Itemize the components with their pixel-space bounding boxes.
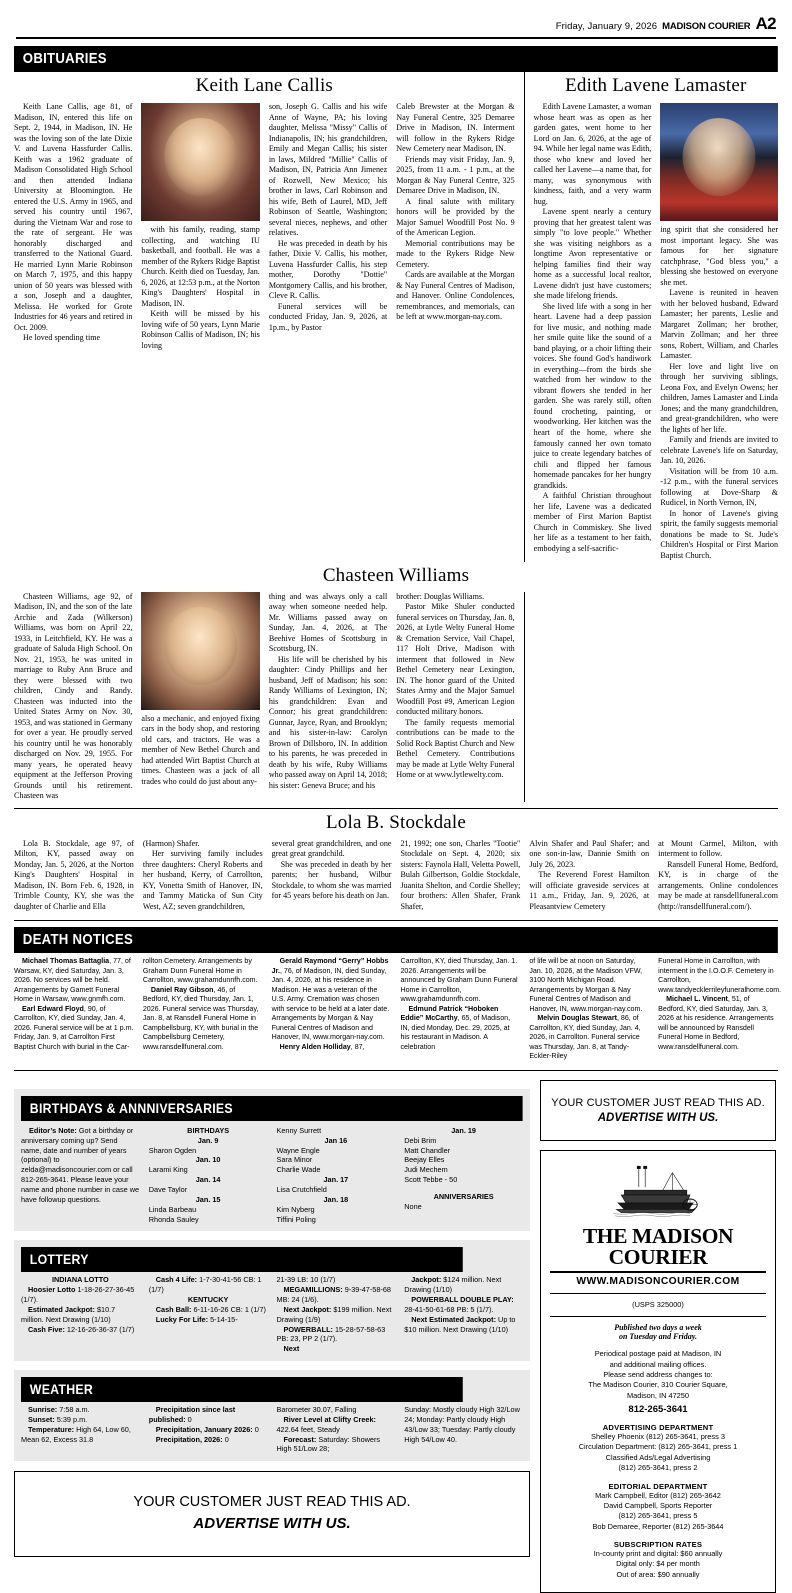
birthday-name: Judi Mechem: [404, 1165, 448, 1175]
death-notice-detail: of life will be at noon on Saturday, Jan. 10, 2026, at the Madison VFW, 3100 North Michigan Road. Arrangements by Morgan & Nay Funeral Centres of Madison and Hanover, IN, www.morgan-nay.com.: [529, 957, 643, 1013]
birthdays-editor-note: [21, 1126, 140, 1224]
obit-paragraph: Funeral services will be conducted Friday, Jan. 9, 2026, at 1p.m., by Pastor: [268, 301, 388, 332]
death-notice-entry: [658, 995, 778, 1052]
column-divider: [524, 592, 525, 802]
weather-entry: [149, 1425, 268, 1435]
obit-paragraph: The Reverend Forest Hamilton will officiate graveside services at 11 a.m., Friday, Jan. 9, 2026, at Pleasantview Cemetery: [529, 870, 650, 911]
lottery-entry: [277, 1344, 396, 1354]
obit-column: [529, 839, 649, 913]
obituary-edith-lavene-lamaster: [534, 72, 778, 562]
obit-paragraph: ing spirit that she considered her most important legacy. She was famous for her signature catchphrase, "God bless you," a blessing she bestowed on everyone she met.: [660, 225, 779, 287]
death-notice-detail: , 90, of Carrollton, KY, died Sunday, Jan. 4, 2026. Funeral service will be at 1 p.m. Friday, Jan. 9, at Carrollton First Baptist Church with burial in the Car-: [14, 1004, 134, 1051]
death-notice-entry: [14, 957, 134, 1005]
death-notice-column: [272, 957, 392, 1062]
obit-paragraph: son, Joseph G. Callis and his wife Anne of Wayne, PA; his loving daughter, Melissa "Missy" Callis of Indianapolis, IN; his grandchildren, Emily and Megan Callis; his sister in laws, Mildred "Millie" Callis of Madison, IN, Patricia Ann Jimenez of Rozwell, New Mexico; his brother in laws, Carl Robinson and his wife, Beth of Laurel, MD, Jeff Robinson of Seattle, Washington; several nieces, nephews, and other relatives.: [268, 102, 388, 238]
weather-entry: [21, 1425, 140, 1445]
obit-paragraph: She was preceded in death by her parents; her husband, Wilbur Stockdale, to whom she was married for 45 years before his death on Jan.: [271, 859, 392, 901]
birthday-name: Charlie Wade: [276, 1165, 321, 1175]
lottery-entry-label: POWERBALL DOUBLE PLAY:: [411, 1295, 514, 1305]
weather-entry-label: River Level at Clifty Creek:: [283, 1414, 376, 1424]
birthday-date: Jan. 17: [323, 1175, 349, 1185]
ad-line-1: YOUR CUSTOMER JUST READ THIS AD.: [133, 1494, 411, 1511]
subscription-line-3: Out of area: $90 annually: [616, 1569, 700, 1579]
lottery-entry: [149, 1295, 268, 1305]
death-notice-name: Gerald Raymond “Gerry” Hobbs Jr.: [271, 957, 389, 975]
editorial-department-heading: EDITORIAL DEPARTMENT: [608, 1481, 708, 1491]
birthday-date: Jan. 19: [451, 1125, 476, 1135]
death-notice-name: Michael L. Vincent: [666, 995, 728, 1004]
obit-paragraph: also a mechanic, and enjoyed fixing cars in the body shop, and restoring old cars, and tractors. He was a member of New Bethel Church and had attended Wirt Baptist Church at times. Chasteen was a jack of all trades who could do just about any-: [141, 713, 260, 786]
birthday-name: Lisa Crutchfield: [276, 1184, 327, 1194]
lottery-entry: [21, 1305, 140, 1325]
lottery-entry-value: 28-41-50-61-68 PB: 5 (1/7).: [404, 1304, 494, 1314]
obit-paragraph: Cards are available at the Morgan & Nay Funeral Centres of Madison, and Hanover. Online Condolences, remembrances, and memorials, can be left at www.morgan-nay.com.: [396, 270, 515, 322]
weather-entry: [277, 1405, 396, 1415]
obit-paragraph: Keith will be missed by his loving wife of 50 years, Lynn Marie Robinson Callis of Madison, IN; his loving: [141, 309, 260, 350]
obit-paragraph: The family requests memorial contributions can be made to the Solid Rock Baptist Church and New Bethel Cemetery. Contributions may be made at Lytle Welty Funeral Home or at www.lytlewelty.com.: [396, 717, 515, 780]
obit-column: [269, 102, 387, 351]
obituary-keith-lane-callis: [14, 72, 515, 562]
lottery-entry-label: Cash Five:: [28, 1324, 65, 1334]
advertising-line-4: (812) 265-3641, press 2: [618, 1463, 698, 1473]
obituary-row-1: [14, 72, 778, 562]
advertising-line-2: Circulation Department: (812) 265-3641, press 1: [578, 1442, 738, 1452]
lottery-entry-value: 1-7-30-41-56 CB: 1 (1/7): [148, 1275, 262, 1295]
obit-paragraph: Memorial contributions may be made to the Rykers Ridge New Cemetery.: [396, 238, 515, 269]
obituary-title: Lola B. Stockdale: [325, 811, 467, 833]
obit-paragraph: He loved spending time: [23, 333, 101, 343]
birthday-name: Tiffini Poling: [276, 1214, 316, 1224]
birthday-date: Jan 16: [324, 1135, 348, 1145]
death-notice-detail: , 86, of Carrollton, KY, died Sunday, Jan. 4, 2026, in Carrollton. Funeral service was Thursday, Jan. 8, at Tandy-Eckler-Riley: [529, 1014, 641, 1061]
weather-entry: [277, 1415, 396, 1435]
weather-entry: [404, 1405, 523, 1444]
birthday-name: Larami King: [148, 1165, 188, 1175]
lottery-column: [277, 1275, 396, 1354]
ad-line-2: ADVERTISE WITH US.: [193, 1515, 351, 1533]
ad-line-2: ADVERTISE WITH US.: [597, 1111, 719, 1124]
lottery-entry-value: 9-39-47-58-68 MB: 24 (1/6).: [276, 1285, 391, 1305]
birthday-name: Sara Minor: [276, 1155, 313, 1165]
postage-line-5: Madison, IN 47250: [626, 1390, 690, 1400]
advertising-line-1: Shelley Phoenix (812) 265-3641, press 3: [591, 1432, 725, 1442]
obituary-lola-b-stockdale: [14, 812, 778, 913]
lottery-entry: [149, 1275, 268, 1295]
obituary-photo: [660, 103, 778, 221]
weather-entry: [277, 1435, 396, 1455]
death-notice-entry: [529, 957, 649, 1014]
weather-entry-value: 0: [222, 1434, 229, 1444]
lottery-column: [21, 1275, 140, 1354]
obit-paragraph: several great grandchildren, and one great great grandchild.: [271, 838, 392, 859]
weather-banner: [21, 1377, 463, 1402]
birthday-name: Dave Taylor: [148, 1184, 188, 1194]
usps-number: (USPS 325000): [632, 1299, 684, 1309]
birthdays-heading: BIRTHDAYS: [187, 1125, 230, 1135]
death-notices-banner-label: DEATH NOTICES: [14, 927, 778, 953]
birthday-name: Sharon Ogden: [148, 1145, 197, 1155]
birthday-date: Jan. 18: [323, 1194, 349, 1204]
lottery-entry-value: 15-28-57-58-63 PB: 23, PP 2 (1/7).: [276, 1324, 386, 1344]
lottery-entry-label: KENTUCKY: [187, 1295, 229, 1305]
birthdays-column-2: [277, 1126, 396, 1224]
lottery-entry: [21, 1285, 140, 1305]
editorial-line-2: David Campbell, Sports Reporter: [603, 1500, 713, 1510]
obit-column: [658, 839, 778, 913]
birthday-date: Jan. 9: [197, 1135, 219, 1145]
weather-entry: [21, 1405, 140, 1415]
lottery-entry-value: Up to $10 million. Next Drawing (1/10): [404, 1314, 516, 1334]
publish-schedule-line-2: on Tuesday and Friday.: [618, 1332, 698, 1342]
obit-column: [396, 102, 514, 351]
obit-column: [272, 839, 392, 913]
lottery-entry-value: $199 million. Next Drawing (1/9): [276, 1304, 392, 1324]
obit-paragraph: Lavene is reunited in heaven with her beloved husband, Edward Lamaster; her parents, Leslie and Margaret Zollman; her brother, Marvin Zollman; and her three sons, Robert, William, and Charles Lamaster.: [660, 288, 779, 361]
postage-line-4: The Madison Courier, 310 Courier Square,: [588, 1380, 728, 1390]
lottery-entry: [277, 1325, 396, 1345]
weather-banner-label: WEATHER: [21, 1377, 463, 1402]
obit-column: [14, 592, 132, 802]
section-rule: [14, 920, 778, 921]
weather-entry-value: Saturday: Showers High 51/Low 28;: [276, 1434, 381, 1454]
lottery-entry: [404, 1315, 523, 1335]
birthdays-column-1: [149, 1126, 268, 1224]
birthdays-banner-label: BIRTHDAYS & ANNNIVERSARIES: [21, 1096, 523, 1121]
death-notice-detail: Carrollton, KY, died Thursday, Jan. 1. 2026. Arrangements will be announced by Graham Dunn Funeral Home in Carrollton, www.grahamdunnfh.com.: [400, 957, 518, 1004]
weather-column: [149, 1405, 268, 1454]
lottery-entry-label: Jackpot:: [411, 1275, 442, 1285]
death-notice-detail: , 65, of Madison, IN, died Monday, Dec. 29, 2025, at his restaurant in Madison. A celebration: [400, 1014, 511, 1051]
weather-entry: [149, 1435, 268, 1445]
birthday-name: Linda Barbeau: [148, 1204, 197, 1214]
page-header: [14, 0, 778, 37]
obit-paragraph: In honor of Lavene's giving spirit, the family suggests memorial donations be made to St. Jude's Children's Hospital or First Marion Baptist Church.: [660, 508, 779, 560]
lottery-entry-label: Lucky For Life:: [155, 1314, 209, 1324]
lottery-banner-label: LOTTERY: [21, 1247, 463, 1272]
birthday-date: Jan. 14: [195, 1175, 221, 1185]
obit-paragraph: Family and friends are invited to celebrate Lavene's life on Saturday, Jan. 10, 2026.: [660, 435, 779, 466]
obituary-title: Keith Lane Callis: [195, 75, 334, 96]
weather-entry-label: Precipitation since last published:: [148, 1405, 236, 1424]
obit-paragraph: His life will be cherished by his daughter: Cindy Phillips and her husband, Jeff of Madison; his son: Randy Williams of Lexington, IN; his grandchildren: Evan and Connor; his great grandchildren: Gunnar, Jayce, Ryan, and Brooklyn; and his sister-in-law: Carolyn Brown of Dillsboro, IN. In addition to his parents, he was preceded in death by his wife, Ruby Williams who passed away on April 14, 2018; his sister: Geneva Bruce; and his: [268, 654, 388, 790]
steamboat-icon: [610, 1163, 706, 1219]
obit-paragraph: Her surviving family includes three daughters: Cheryl Roberts and her husband, Kerry, of Carrollton, KY, Vonetta Smith of Hanover, IN, and Tammy Maticka of Sun City West, AZ; seven grandchildren,: [142, 849, 263, 911]
obit-column: [396, 592, 514, 802]
column-divider: [524, 72, 525, 562]
lottery-entry: [21, 1275, 140, 1285]
lottery-entry: [404, 1295, 523, 1315]
ad-line-1: YOUR CUSTOMER JUST READ THIS AD.: [551, 1096, 765, 1109]
weather-entry-value: 422.64 feet, Steady: [276, 1424, 340, 1434]
weather-entry-value: High 64, Low 60, Mean 62, Excess 31.8: [21, 1424, 131, 1444]
lottery-entry-value: 5-14-15-: [208, 1314, 238, 1324]
death-notice-entry: [272, 1043, 392, 1053]
birthdays-column-3: [404, 1126, 523, 1224]
lottery-entry-label: Hoosier Lotto: [28, 1285, 76, 1295]
death-notice-detail: Funeral Home in Carrollton, with interment in the I.O.O.F. Cemetery in Carrollton, www.tandyecklerrileyfuneralhome.com.: [658, 957, 782, 994]
birthday-name: Beejay Elles: [404, 1155, 445, 1165]
obit-paragraph: brother: Douglas Williams.: [396, 591, 485, 601]
death-notices-banner: [14, 927, 778, 953]
obit-paragraph: A final salute with military honors will be provided by the Major Samuel Woodfill Post No. 9 of the American Legion.: [396, 196, 515, 238]
birthday-date: Jan. 10: [195, 1155, 221, 1165]
obituary-photo: [141, 592, 259, 710]
lottery-entry-label: Cash 4 Life:: [155, 1275, 198, 1285]
death-notice-detail: , 46, of Bedford, KY, died Thursday, Jan. 1, 2026. Funeral service was Thursday, Jan. 8, at Ransdell Funeral Home in Campbellsburg, KY, with burial in the Campbellsburg Cemetery, www.ransdellfuneral.com.: [142, 985, 259, 1051]
obit-column: [269, 592, 387, 802]
weather-entry-value: Barometer 30.07, Falling: [276, 1405, 357, 1415]
obit-column: [14, 839, 134, 913]
section-rule: [14, 1070, 778, 1071]
death-notice-name: Henry Alden Holliday: [279, 1042, 351, 1051]
birthday-name: Matt Chandler: [404, 1145, 451, 1155]
birthdays-banner: [21, 1096, 523, 1121]
birthday-name: Kenny Surrett: [276, 1125, 322, 1135]
obit-paragraph: 21, 1992; one son, Charles "Tootie" Stockdale on Sept. 4, 2020; six sisters: Faynola Hall, Veletta Powell, Bulah Gilbertson, Goldie Stockdale, Juanita Shelton, and Cordie Shelley; four brothers: Allen Shafer, Frank Shafer,: [400, 838, 521, 911]
weather-column: [404, 1405, 523, 1454]
obit-paragraph: Pastor Mike Shuler conducted funeral services on Thursday, Jan. 8, 2026, at Lytle Welty Funeral Home & Cremation Service, Vail Chapel, 117 Holt Drive, Madison with interment that followed in New Bethel Cemetery near Lexington, IN. The honor guard of the United States Army and the Major Samuel Woodfill Post #9, American Legion conducted military honors.: [396, 602, 515, 717]
death-notice-column: [658, 957, 782, 1062]
anniversaries-heading: ANNIVERSARIES: [433, 1191, 494, 1201]
advertise-with-us-ad-top[interactable]: [540, 1080, 776, 1141]
death-notice-detail: , 77, of Warsaw, KY, died Saturday, Jan. 3, 2026. No services will be held. Arrangements by Gamett Funeral Home in Warsaw, www.gnmfh.com.: [14, 957, 131, 1004]
advertise-with-us-ad-bottom[interactable]: [14, 1471, 530, 1557]
obit-paragraph: Friends may visit Friday, Jan. 9, 2025, from 11 a.m. - 1 p.m., at the Morgan & Nay Funeral Centre, 325 Demaree Drive in Madison, IN.: [396, 154, 515, 196]
lottery-entry-value: 1-18-26-27-36-45 (1/7).: [21, 1285, 135, 1305]
obit-column: [143, 839, 263, 913]
weather-entry-label: Sunrise:: [28, 1405, 58, 1415]
death-notice-entry: [658, 957, 782, 995]
lottery-card: [14, 1240, 530, 1361]
obituary-title: Edith Lavene Lamaster: [565, 75, 747, 96]
death-notices-list: [14, 957, 782, 1062]
obituaries-banner: [14, 46, 778, 72]
lottery-entry-label: Next Estimated Jackpot:: [411, 1314, 497, 1324]
obit-paragraph: She lived life with a song in her heart. Lavene had a deep passion for live music, and nothing made her smile quite like the sound of a band playing, or a choir lifting their voices. She found God's handiwork in everything—from the birds she watched from her window to the vibrant flowers she tended in her garden. She was rarely still, often found crocheting, painting, or woodworking. Her kitchen was the heart of the home, where she famously canned her own tomato juice to create legendary batches of chili and flipped her famous homemade pancakes for her hungry grandkids.: [533, 301, 652, 490]
publish-schedule-line-1: Published two days a week: [614, 1323, 702, 1333]
postage-line-1: Periodical postage paid at Madison, IN: [594, 1349, 722, 1359]
death-notice-name: Melvin Douglas Stewart: [537, 1014, 617, 1023]
lottery-entry-label: Estimated Jackpot:: [28, 1304, 95, 1314]
obit-column: [141, 102, 259, 351]
obit-paragraph: (Harmon) Shafer.: [142, 838, 200, 848]
obit-paragraph: Edith Lavene Lamaster, a woman whose heart was as open as her garden gates, went home to her Lord on Jan. 6, 2026, at the age of 94. While her legal name was Edith, those who knew and loved her called her Lavene—a name that, for many, was synonymous with kindness, faith, and a very warm hug.: [533, 102, 652, 206]
advertising-department-heading: ADVERTISING DEPARTMENT: [602, 1423, 714, 1433]
obituary-photo: [141, 103, 259, 221]
death-notice-name: Earl Edward Floyd: [22, 1004, 84, 1013]
death-notice-entry: [143, 957, 263, 986]
obit-paragraph: thing and was always only a call away when someone needed help. Mr. Williams passed away on Sunday, Jan. 4, 2026, at The Beehive Homes of Scottsburg in Scottsburg, IN.: [268, 591, 388, 654]
death-notice-detail: rollton Cemetery. Arrangements by Graham Dunn Funeral Home in Carrollton, www.grahamdunnfh.com.: [142, 957, 258, 985]
obituary-title: Chasteen Williams: [322, 564, 470, 586]
anniversaries-value: None: [404, 1201, 422, 1211]
dateline: Friday, January 9, 2026: [555, 21, 658, 32]
subscription-rates-heading: SUBSCRIPTION RATES: [613, 1539, 703, 1549]
obit-paragraph: at Mount Carmel, Milton, with interment to follow.: [658, 838, 778, 859]
masthead-paper-name: THE MADISON COURIER: [550, 1226, 766, 1273]
obit-column: [14, 102, 132, 351]
lottery-entry: [277, 1275, 396, 1285]
death-notice-entry: [400, 1005, 520, 1053]
weather-entry-value: 0: [185, 1414, 192, 1424]
death-notice-detail: , 87,: [350, 1042, 365, 1051]
lottery-column: [149, 1275, 268, 1354]
obit-column: [660, 102, 778, 562]
lottery-entry-value: $124 million. Next Drawing (1/10): [404, 1275, 502, 1295]
obit-paragraph: Her love and light live on through her surviving siblings, Leona Fox, and Evelyn Owens; her children, James Lamaster and Linda Jones; and the many grandchildren, and great-grandchildren, who were the lights of her life.: [660, 361, 779, 434]
masthead-website[interactable]: WWW.MADISONCOURIER.COM: [576, 1275, 740, 1287]
lottery-entry: [149, 1305, 268, 1315]
death-notice-entry: [400, 957, 520, 1005]
weather-entry-label: Forecast:: [283, 1434, 317, 1444]
subscription-line-1: In-county print and digital: $60 annually: [593, 1548, 723, 1558]
lottery-entry-value: $10.7 million. Next Drawing (1/10): [21, 1304, 116, 1324]
bottom-right-column: [540, 1080, 776, 1593]
birthday-name: Kim Nyberg: [276, 1204, 315, 1214]
weather-entry-value: Sunday: Mostly cloudy High 32/Low 24; Monday: Partly cloudy High 43/Low 33; Tuesday: Partly cloudy High 54/Low 40.: [404, 1405, 520, 1444]
weather-entry-value: 0: [252, 1424, 259, 1434]
postage-line-3: Please send address changes to:: [603, 1370, 713, 1379]
editorial-line-4: Bob Demaree, Reporter (812) 265-3644: [592, 1521, 724, 1531]
birthday-date: Jan. 15: [195, 1194, 221, 1204]
death-notice-entry: [14, 1005, 134, 1053]
death-notice-column: [400, 957, 520, 1062]
weather-entry-label: Precipitation, January 2026:: [155, 1424, 253, 1434]
birthdays-card: [14, 1089, 530, 1231]
weather-entry-value: 5:39 p.m.: [54, 1414, 88, 1424]
lottery-entry-value: 12-16-26-36-37 (1/7): [64, 1324, 135, 1334]
death-notice-column: [143, 957, 263, 1062]
weather-entry-value: 7:58 a.m.: [57, 1405, 90, 1415]
weather-entry-label: Precipitation, 2026:: [155, 1434, 223, 1444]
weather-entry-label: Temperature:: [28, 1424, 75, 1434]
lottery-column: [404, 1275, 523, 1354]
lottery-entry-value: 6-11-16-26 CB: 1 (1/7): [191, 1304, 266, 1314]
lottery-entry-value: 21-39 LB: 10 (1/7): [276, 1275, 336, 1285]
subscription-line-2: Digital only: $4 per month: [616, 1559, 700, 1569]
birthday-name: Scott Tebbe - 50: [404, 1175, 458, 1185]
lottery-entry: [21, 1325, 140, 1335]
death-notice-name: Edmund Patrick “Hoboken Eddie” McCarthy: [400, 1004, 499, 1023]
editor-note-text: Got a birthday or anniversary coming up? Send name, date and number of years (optional) to zelda@madisoncourier.com or call 812-265-3641. Please leave your name and phone number in case we have followup questions.: [21, 1125, 140, 1204]
obit-paragraph: with his family, reading, stamp collecting, and watching IU basketball, and football. He was a member of the Rykers Ridge Baptist Church. Keith died on Tuesday, Jan. 6, 2026, at 12:53 p.m., at the Norton King's Daughters' Hospital in Madison, IN.: [141, 225, 260, 308]
death-notice-detail: , 51, of Bedford, KY, died Saturday, Jan. 3, 2026 at his residence. Arrangements will be announced by Ransdell Funeral Home in Bedford, www.ransdellfuneral.com.: [658, 995, 774, 1051]
lottery-entry: [277, 1305, 396, 1325]
obit-paragraph: Caleb Brewster at the Morgan & Nay Funeral Centre, 325 Demaree Drive in Madison, IN. Interment will follow in the Rykers Ridge New Cemetery near Madison, IN.: [396, 102, 515, 154]
bottom-left-column: [14, 1080, 530, 1593]
obit-paragraph: A faithful Christian throughout her life, Lavene was a dedicated member of First Marion Baptist Church in Commiskey. She lived her life as a testament to her faith, embodying a self-sacrific-: [533, 491, 652, 553]
death-notice-detail: , 76, of Madison, IN, died Sunday, Jan. 4, 2026, at his residence in Madison. He was a veteran of the U.S. Army. Cremation was chosen with service to be held at a later date. Arrangements by Morgan & Nay Funeral Centres of Madison and Hanover, IN, www.morgan-nay.com.: [271, 966, 390, 1042]
death-notice-entry: [272, 957, 392, 1043]
obit-column: [141, 592, 259, 802]
obit-paragraph: Chasteen Williams, age 92, of Madison, IN, and the son of the late Archie and Zada (Wilkerson) Williams, was born on April 22, 1933, in Leitchfield, KY. He was a graduate of Saluda High School. On Nov. 21, 1953, he was united in marriage to Ruby Ann Bruce and they were blessed with two children, Cindy and Randy. Chasteen was inducted into the United States Army on Nov. 30, 1953, and was stationed in Germany for over a year. He proudly served his country until he was honorably discharged on Nov. 29, 1955. For many years, he operated heavy equipment at the Jefferson Proving Grounds until his retirement. Chasteen was: [14, 591, 133, 801]
weather-entry-label: Sunset:: [28, 1414, 55, 1424]
obit-paragraph: He was preceded in death by his father, Dixie V. Callis, his mother, Luvena Hassfurder Callis, his step mother, Dorothy "Dottie" Montgomery Callis, and his brother, Cleve R. Callis.: [268, 238, 388, 301]
weather-column: [277, 1405, 396, 1454]
header-rule: [16, 37, 776, 39]
death-notice-name: Daniel Ray Gibson: [150, 985, 214, 994]
section-rule: [14, 808, 778, 809]
paper-name: MADISON COURIER: [662, 21, 751, 32]
lottery-banner: [21, 1247, 463, 1272]
masthead-info-box: [540, 1150, 776, 1593]
bottom-section: [14, 1080, 778, 1593]
obit-paragraph: Visitation will be from 10 a.m. -12 p.m., with the funeral services following at Dove-Sharp & Rudicel, in North Vernon, IN,: [660, 466, 779, 508]
obit-paragraph: Ransdell Funeral Home, Bedford, KY, is in charge of the arrangements. Online condolences may be made at ransdellfuneral.com (http://ransdellfuneral.com/).: [658, 859, 778, 911]
death-notice-name: Michael Thomas Battaglia: [22, 957, 110, 966]
lottery-entry: [404, 1275, 523, 1295]
lottery-entry-label: Cash Ball:: [155, 1304, 192, 1314]
death-notice-entry: [143, 986, 263, 1053]
birthday-name: Wayne Engle: [276, 1145, 320, 1155]
editorial-line-1: Mark Campbell, Editor (812) 265-3642: [595, 1490, 721, 1500]
advertising-line-3: Classified Ads/Legal Advertising: [605, 1452, 711, 1462]
lottery-entry-label: POWERBALL:: [283, 1324, 333, 1334]
page-number: A2: [755, 14, 776, 33]
weather-column: [21, 1405, 140, 1454]
lottery-entry-label: Next: [283, 1344, 300, 1354]
weather-entry: [149, 1405, 268, 1425]
weather-card: [14, 1370, 530, 1461]
lottery-entry-label: INDIANA LOTTO: [51, 1275, 109, 1285]
birthday-name: Debi Brim: [404, 1135, 437, 1145]
obit-column: [400, 839, 520, 913]
obituaries-banner-label: OBITUARIES: [14, 46, 778, 72]
birthday-name: Rhonda Sauley: [148, 1214, 199, 1224]
main-phone-number: 812-265-3641: [628, 1404, 688, 1416]
lottery-entry: [277, 1285, 396, 1305]
death-notice-column: [14, 957, 134, 1062]
obit-paragraph: Lavene spent nearly a century proving that her greatest talent was simply "to love people." Whether she was visiting neighbors as a longtime Avon representative or helping families find their way home as a successful local realtor, Lavene didn't just have customers; she made lifelong friends.: [533, 207, 652, 301]
obituary-chasteen-williams: [14, 565, 778, 802]
obit-paragraph: Alvin Shafer and Paul Shafer; and one son-in-law, Dannie Smith on July 26, 2023.: [529, 838, 650, 869]
obit-paragraph: Lola B. Stockdale, age 97, of Milton, KY, passed away on Monday, Jan. 5, 2026, at the Norton King's Daughters' Hospital in Madison, IN. Born Feb. 6, 1928, in Trimble County, KY, she was the daughter of Charlie and Ella: [14, 838, 134, 911]
postage-line-2: and additional mailing offices.: [609, 1359, 707, 1369]
editor-note-label: Editor’s Note:: [29, 1125, 77, 1135]
obit-paragraph: Keith Lane Callis, age 81, of Madison, IN, entered this life on Sept. 2, 1944, in Madison, IN. He was the loving son of the late Dixie V. and Luvena Hassfurder Callis. Keith was a 1962 graduate of Madison Consolidated High School and then attended Indiana University at Bloomington. He entered the U.S. Army in 1965, and served his country until 1967, during the Vietnam War and rose to the rate of sergeant. He was honorably discharged and transferred to the National Guard. He married Lynn Marie Robinson on March 7, 1975, and this happy union of 50 years was blessed with a son, Joseph and a daughter, Melissa. He worked for Grote Industries for 46 years and retired in Oct. 2009.: [14, 102, 133, 332]
death-notice-entry: [529, 1014, 649, 1062]
death-notice-column: [529, 957, 649, 1062]
weather-entry: [21, 1415, 140, 1425]
lottery-entry-label: Next Jackpot:: [283, 1304, 332, 1314]
lottery-entry: [149, 1315, 268, 1325]
editorial-line-3: (812) 265-3641, press 5: [618, 1511, 698, 1521]
obit-column: [534, 102, 652, 562]
lottery-entry-label: MEGAMILLIONS:: [283, 1285, 343, 1295]
